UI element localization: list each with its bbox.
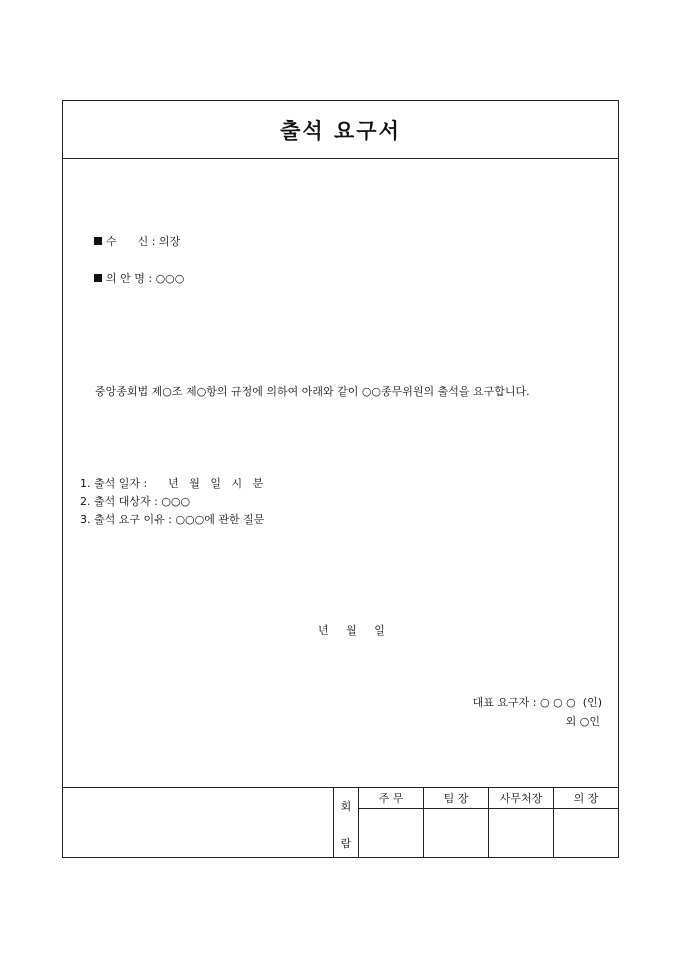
approval-table [333, 788, 618, 858]
item-attendee: 2. 출석 대상자 : ○○○ [80, 495, 191, 508]
title-box [63, 101, 618, 159]
recipient-text: 수 신 : 의장 [106, 235, 181, 248]
approval-section [63, 787, 618, 859]
approval-col-manager: 주 무 [359, 788, 424, 809]
recipient-line [80, 220, 180, 262]
signature-cell-secretary-general[interactable] [489, 809, 554, 858]
approval-col-secretary-general: 사무처장 [489, 788, 554, 809]
signature-cell-chair[interactable] [554, 809, 619, 858]
review-label-bottom: 람 [340, 837, 352, 850]
item-attendance-date: 1. 출석 일자 : 년 월 일 시 분 [80, 477, 264, 490]
others-line: 외 ○인 [565, 715, 600, 728]
agenda-line [80, 257, 184, 299]
item-reason: 3. 출석 요구 이유 : ○○○에 관한 질문 [80, 513, 265, 526]
document-date: 년 월 일 [318, 624, 385, 637]
document-title: 출석 요구서 [280, 118, 401, 143]
signature-cell-manager[interactable] [359, 809, 424, 858]
bullet-square-icon [94, 237, 102, 245]
approval-col-team-lead: 팀 장 [424, 788, 489, 809]
review-label-top: 회 [340, 800, 352, 813]
approval-col-chair: 의 장 [554, 788, 619, 809]
request-body: 중앙종회법 제○조 제○항의 규정에 의하여 아래와 같이 ○○종무위원의 출석을 요구합니다. [95, 385, 530, 398]
bullet-square-icon [94, 274, 102, 282]
attendance-request-form [62, 100, 619, 858]
agenda-text: 의 안 명 : ○○○ [106, 272, 185, 285]
review-label-cell [334, 788, 359, 857]
requester-line: 대표 요구자 : ○ ○ ○ (인) [472, 696, 602, 709]
signature-cell-team-lead[interactable] [424, 809, 489, 858]
